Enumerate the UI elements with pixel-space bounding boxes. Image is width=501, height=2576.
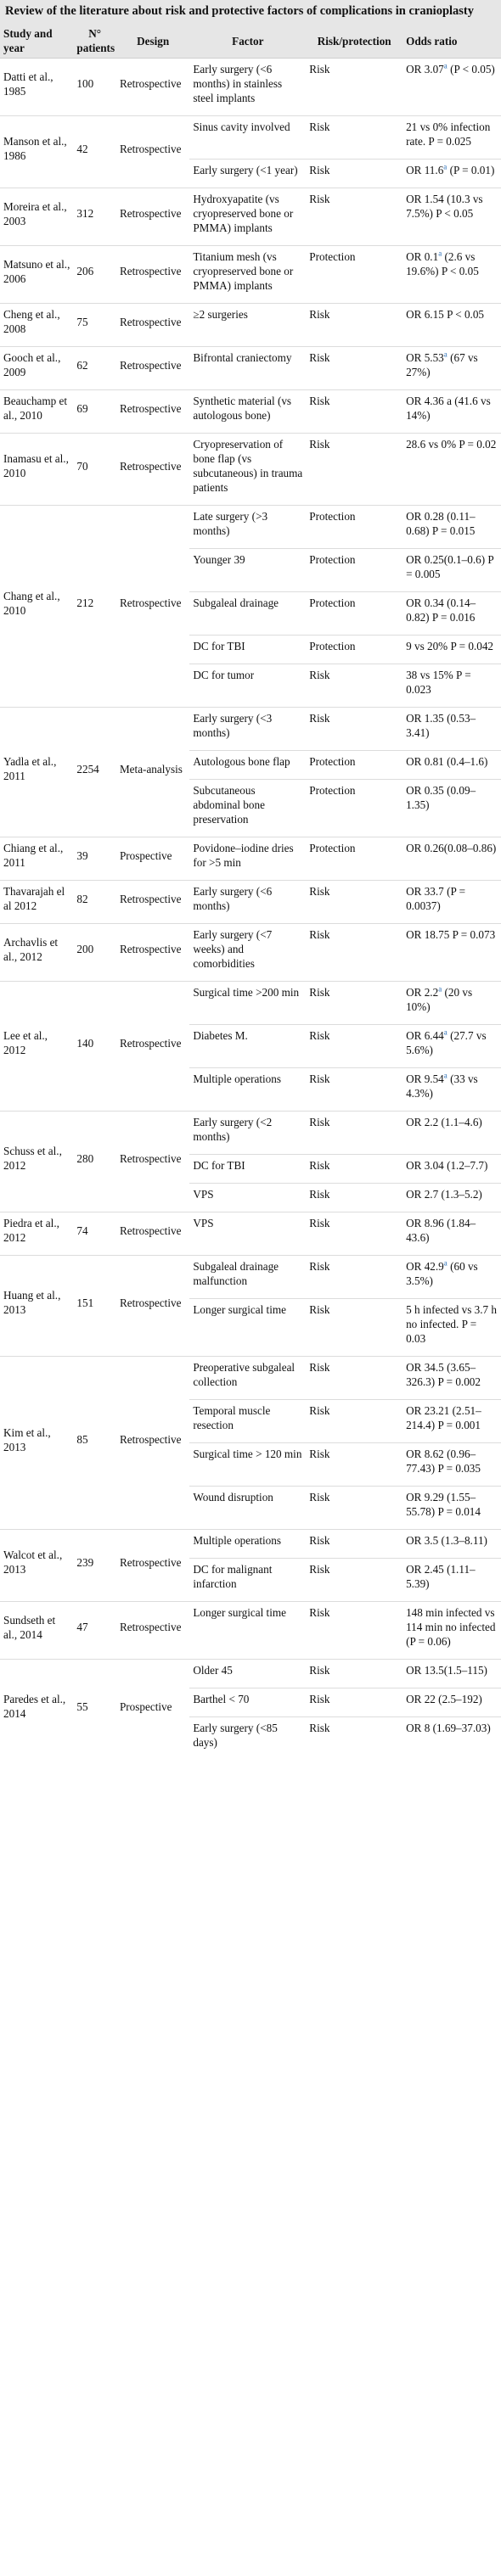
- risk-cell: Protection: [306, 549, 402, 592]
- risk-cell: Risk: [306, 1025, 402, 1068]
- odds-cell: [402, 304, 501, 347]
- factor-cell: DC for tumor: [189, 664, 306, 708]
- odds-detail: (20 vs 10%): [406, 986, 473, 1013]
- factor-cell: Subcutaneous abdominal bone preservation: [189, 780, 306, 837]
- factor-cell: Subgaleal drainage malfunction: [189, 1256, 306, 1299]
- footnote-marker[interactable]: a: [438, 984, 442, 994]
- odds-cell: [402, 881, 501, 924]
- odds-cell: [402, 116, 501, 160]
- study-cell: Chang et al., 2010: [0, 506, 73, 708]
- odds-value: OR 8.96 (1.84–43.6): [406, 1217, 476, 1244]
- table-row: [0, 246, 501, 304]
- odds-cell: [402, 246, 501, 304]
- factor-cell: Bifrontal craniectomy: [189, 347, 306, 390]
- factor-cell: Early surgery (<3 months): [189, 708, 306, 751]
- risk-cell: Protection: [306, 506, 402, 549]
- factor-cell: Late surgery (>3 months): [189, 506, 306, 549]
- risk-cell: Protection: [306, 246, 402, 304]
- patients-cell: 280: [73, 1112, 116, 1212]
- factor-cell: Longer surgical time: [189, 1299, 306, 1357]
- odds-value: OR 11.6: [406, 164, 444, 176]
- odds-value: OR 2.45 (1.11–5.39): [406, 1563, 476, 1590]
- factor-cell: Barthel < 70: [189, 1688, 306, 1717]
- odds-value: OR 23.21 (2.51–214.4) P = 0.001: [406, 1404, 481, 1431]
- factor-cell: Early surgery (<7 weeks) and comorbidities: [189, 924, 306, 982]
- table-row: [0, 1660, 501, 1688]
- risk-cell: Protection: [306, 751, 402, 780]
- design-cell: Retrospective: [116, 982, 189, 1112]
- study-cell: Inamasu et al., 2010: [0, 434, 73, 506]
- risk-cell: Risk: [306, 347, 402, 390]
- footnote-marker[interactable]: a: [443, 1258, 448, 1268]
- patients-cell: 70: [73, 434, 116, 506]
- table-title: Review of the literature about risk and protective factors of complications in cranioplasty: [0, 0, 501, 24]
- odds-cell: [402, 549, 501, 592]
- risk-cell: Risk: [306, 924, 402, 982]
- risk-cell: Risk: [306, 1602, 402, 1660]
- study-cell: Huang et al., 2013: [0, 1256, 73, 1357]
- factor-cell: Preoperative subgaleal collection: [189, 1357, 306, 1400]
- table-row: [0, 881, 501, 924]
- odds-value: 21 vs 0% infection rate. P = 0.025: [406, 120, 491, 148]
- table-row: [0, 982, 501, 1025]
- header-study: Study and year: [0, 24, 73, 59]
- design-cell: Retrospective: [116, 59, 189, 116]
- risk-cell: Protection: [306, 837, 402, 881]
- odds-value: OR 2.2: [406, 986, 439, 999]
- study-cell: Manson et al., 1986: [0, 116, 73, 188]
- risk-cell: Risk: [306, 1688, 402, 1717]
- factor-cell: Sinus cavity involved: [189, 116, 306, 160]
- study-cell: Matsuno et al., 2006: [0, 246, 73, 304]
- odds-cell: [402, 59, 501, 116]
- odds-detail: (67 vs 27%): [406, 351, 478, 378]
- odds-cell: [402, 636, 501, 664]
- factor-cell: Povidone–iodine dries for >5 min: [189, 837, 306, 881]
- table-row: [0, 1256, 501, 1299]
- study-cell: Datti et al., 1985: [0, 59, 73, 116]
- odds-cell: [402, 837, 501, 881]
- study-cell: Archavlis et al., 2012: [0, 924, 73, 982]
- risk-cell: Risk: [306, 1443, 402, 1487]
- patients-cell: 140: [73, 982, 116, 1112]
- odds-value: OR 1.35 (0.53–3.41): [406, 712, 476, 739]
- risk-cell: Risk: [306, 1155, 402, 1184]
- odds-detail: (P = 0.01): [447, 164, 495, 176]
- table-row: [0, 924, 501, 982]
- table-row: [0, 188, 501, 246]
- odds-value: OR 9.29 (1.55–55.78) P = 0.014: [406, 1491, 481, 1518]
- footnote-marker[interactable]: a: [438, 249, 442, 258]
- odds-value: OR 22 (2.5–192): [406, 1693, 482, 1705]
- patients-cell: 312: [73, 188, 116, 246]
- table-row: [0, 506, 501, 549]
- odds-value: OR 6.15 P < 0.05: [406, 308, 485, 321]
- design-cell: Retrospective: [116, 347, 189, 390]
- factor-cell: Longer surgical time: [189, 1602, 306, 1660]
- factor-cell: Early surgery (<6 months): [189, 881, 306, 924]
- review-table: [0, 24, 501, 1760]
- factor-cell: DC for malignant infarction: [189, 1559, 306, 1602]
- design-cell: Retrospective: [116, 246, 189, 304]
- factor-cell: Hydroxyapatite (vs cryopreserved bone or PMMA) implants: [189, 188, 306, 246]
- odds-cell: [402, 160, 501, 188]
- odds-cell: [402, 1400, 501, 1443]
- patients-cell: 62: [73, 347, 116, 390]
- factor-cell: Titanium mesh (vs cryopreserved bone or PMMA) implants: [189, 246, 306, 304]
- odds-cell: [402, 982, 501, 1025]
- patients-cell: 206: [73, 246, 116, 304]
- risk-cell: Risk: [306, 304, 402, 347]
- study-cell: Kim et al., 2013: [0, 1357, 73, 1530]
- risk-cell: Risk: [306, 1660, 402, 1688]
- table-row: [0, 708, 501, 751]
- design-cell: Retrospective: [116, 1212, 189, 1256]
- patients-cell: 100: [73, 59, 116, 116]
- factor-cell: Surgical time >200 min: [189, 982, 306, 1025]
- risk-cell: Protection: [306, 592, 402, 636]
- patients-cell: 85: [73, 1357, 116, 1530]
- header-risk: Risk/protection: [306, 24, 402, 59]
- factor-cell: Synthetic material (vs autologous bone): [189, 390, 306, 434]
- odds-value: OR 8 (1.69–37.03): [406, 1722, 491, 1734]
- odds-value: OR 18.75 P = 0.073: [406, 928, 496, 941]
- study-cell: Chiang et al., 2011: [0, 837, 73, 881]
- odds-value: OR 6.44: [406, 1029, 444, 1042]
- odds-value: 148 min infected vs 114 min no infected (P = 0.06): [406, 1606, 496, 1648]
- risk-cell: Protection: [306, 636, 402, 664]
- factor-cell: Diabetes M.: [189, 1025, 306, 1068]
- odds-cell: [402, 780, 501, 837]
- design-cell: Meta-analysis: [116, 708, 189, 837]
- risk-cell: Risk: [306, 881, 402, 924]
- design-cell: Retrospective: [116, 881, 189, 924]
- odds-cell: [402, 506, 501, 549]
- odds-cell: [402, 1112, 501, 1155]
- table-row: [0, 390, 501, 434]
- risk-cell: Risk: [306, 664, 402, 708]
- study-cell: Piedra et al., 2012: [0, 1212, 73, 1256]
- table-row: [0, 837, 501, 881]
- odds-cell: [402, 188, 501, 246]
- patients-cell: 55: [73, 1660, 116, 1761]
- factor-cell: Early surgery (<2 months): [189, 1112, 306, 1155]
- design-cell: Retrospective: [116, 506, 189, 708]
- design-cell: Retrospective: [116, 116, 189, 188]
- factor-cell: Multiple operations: [189, 1530, 306, 1559]
- factor-cell: Early surgery (<1 year): [189, 160, 306, 188]
- odds-value: OR 13.5(1.5–115): [406, 1664, 487, 1677]
- risk-cell: Risk: [306, 1559, 402, 1602]
- factor-cell: Older 45: [189, 1660, 306, 1688]
- design-cell: Prospective: [116, 1660, 189, 1761]
- odds-value: OR 9.54: [406, 1072, 444, 1085]
- design-cell: Prospective: [116, 837, 189, 881]
- study-cell: Paredes et al., 2014: [0, 1660, 73, 1761]
- odds-detail: (33 vs 4.3%): [406, 1072, 478, 1100]
- factor-cell: Surgical time > 120 min: [189, 1443, 306, 1487]
- odds-cell: [402, 708, 501, 751]
- footnote-marker[interactable]: a: [443, 162, 448, 171]
- factor-cell: Cryopreservation of bone flap (vs subcutaneous) in trauma patients: [189, 434, 306, 506]
- study-cell: Lee et al., 2012: [0, 982, 73, 1112]
- factor-cell: Early surgery (<6 months) in stainless steel implants: [189, 59, 306, 116]
- study-cell: Yadla et al., 2011: [0, 708, 73, 837]
- patients-cell: 82: [73, 881, 116, 924]
- risk-cell: Risk: [306, 1400, 402, 1443]
- footnote-marker[interactable]: a: [443, 350, 448, 359]
- study-cell: Cheng et al., 2008: [0, 304, 73, 347]
- patients-cell: 239: [73, 1530, 116, 1602]
- odds-value: OR 0.26(0.08–0.86): [406, 842, 497, 854]
- odds-cell: [402, 664, 501, 708]
- risk-cell: Risk: [306, 1184, 402, 1212]
- odds-value: OR 34.5 (3.65–326.3) P = 0.002: [406, 1361, 481, 1388]
- footnote-marker[interactable]: a: [443, 61, 448, 70]
- patients-cell: 69: [73, 390, 116, 434]
- design-cell: Retrospective: [116, 1112, 189, 1212]
- factor-cell: DC for TBI: [189, 1155, 306, 1184]
- odds-cell: [402, 1212, 501, 1256]
- patients-cell: 47: [73, 1602, 116, 1660]
- odds-detail: (27.7 vs 5.6%): [406, 1029, 487, 1056]
- design-cell: Retrospective: [116, 304, 189, 347]
- patients-cell: 2254: [73, 708, 116, 837]
- design-cell: Retrospective: [116, 434, 189, 506]
- factor-cell: Multiple operations: [189, 1068, 306, 1112]
- table-row: [0, 59, 501, 116]
- factor-cell: Temporal muscle resection: [189, 1400, 306, 1443]
- odds-value: OR 0.34 (0.14–0.82) P = 0.016: [406, 596, 476, 624]
- table-row: [0, 1212, 501, 1256]
- study-cell: Moreira et al., 2003: [0, 188, 73, 246]
- factor-cell: Autologous bone flap: [189, 751, 306, 780]
- odds-value: OR 1.54 (10.3 vs 7.5%) P < 0.05: [406, 193, 483, 220]
- patients-cell: 42: [73, 116, 116, 188]
- factor-cell: ≥2 surgeries: [189, 304, 306, 347]
- odds-value: OR 8.62 (0.96–77.43) P = 0.035: [406, 1448, 481, 1475]
- design-cell: Retrospective: [116, 1602, 189, 1660]
- odds-cell: [402, 1660, 501, 1688]
- risk-cell: Risk: [306, 1717, 402, 1761]
- risk-cell: Risk: [306, 116, 402, 160]
- table-row: [0, 1530, 501, 1559]
- footnote-marker[interactable]: a: [443, 1071, 448, 1080]
- odds-value: OR 5.53: [406, 351, 444, 364]
- factor-cell: Subgaleal drainage: [189, 592, 306, 636]
- odds-value: 38 vs 15% P = 0.023: [406, 669, 471, 696]
- odds-cell: [402, 751, 501, 780]
- risk-cell: Risk: [306, 188, 402, 246]
- design-cell: Retrospective: [116, 390, 189, 434]
- odds-cell: [402, 390, 501, 434]
- odds-cell: [402, 1155, 501, 1184]
- risk-cell: Risk: [306, 160, 402, 188]
- odds-cell: [402, 1530, 501, 1559]
- odds-detail: (2.6 vs 19.6%) P < 0.05: [406, 250, 479, 277]
- odds-cell: [402, 1602, 501, 1660]
- design-cell: Retrospective: [116, 1357, 189, 1530]
- design-cell: Retrospective: [116, 1530, 189, 1602]
- odds-cell: [402, 924, 501, 982]
- study-cell: Walcot et al., 2013: [0, 1530, 73, 1602]
- factor-cell: Wound disruption: [189, 1487, 306, 1530]
- patients-cell: 212: [73, 506, 116, 708]
- table-row: [0, 1112, 501, 1155]
- odds-cell: [402, 1717, 501, 1761]
- risk-cell: Risk: [306, 708, 402, 751]
- odds-cell: [402, 1299, 501, 1357]
- odds-detail: (P < 0.05): [447, 63, 495, 76]
- risk-cell: Risk: [306, 1068, 402, 1112]
- design-cell: Retrospective: [116, 924, 189, 982]
- factor-cell: DC for TBI: [189, 636, 306, 664]
- design-cell: Retrospective: [116, 188, 189, 246]
- factor-cell: Early surgery (<85 days): [189, 1717, 306, 1761]
- odds-value: 28.6 vs 0% P = 0.02: [406, 438, 497, 451]
- study-cell: Schuss et al., 2012: [0, 1112, 73, 1212]
- patients-cell: 151: [73, 1256, 116, 1357]
- risk-cell: Protection: [306, 780, 402, 837]
- risk-cell: Risk: [306, 1112, 402, 1155]
- factor-cell: VPS: [189, 1212, 306, 1256]
- odds-cell: [402, 1068, 501, 1112]
- table-row: [0, 304, 501, 347]
- factor-cell: VPS: [189, 1184, 306, 1212]
- study-cell: Thavarajah el al 2012: [0, 881, 73, 924]
- odds-value: OR 0.35 (0.09–1.35): [406, 784, 476, 811]
- risk-cell: Risk: [306, 1357, 402, 1400]
- risk-cell: Risk: [306, 1212, 402, 1256]
- odds-value: 9 vs 20% P = 0.042: [406, 640, 494, 652]
- odds-cell: [402, 1443, 501, 1487]
- odds-cell: [402, 347, 501, 390]
- odds-cell: [402, 434, 501, 506]
- factor-cell: Younger 39: [189, 549, 306, 592]
- risk-cell: Risk: [306, 1299, 402, 1357]
- risk-cell: Risk: [306, 59, 402, 116]
- odds-value: OR 4.36 a (41.6 vs 14%): [406, 395, 491, 422]
- study-cell: Sundseth et al., 2014: [0, 1602, 73, 1660]
- odds-cell: [402, 1184, 501, 1212]
- odds-value: OR 0.81 (0.4–1.6): [406, 755, 488, 768]
- header-factor: Factor: [189, 24, 306, 59]
- odds-detail: (60 vs 3.5%): [406, 1260, 478, 1287]
- table-body: [0, 59, 501, 1761]
- header-design: Design: [116, 24, 189, 59]
- risk-cell: Risk: [306, 1530, 402, 1559]
- odds-cell: [402, 1688, 501, 1717]
- risk-cell: Risk: [306, 1256, 402, 1299]
- risk-cell: Risk: [306, 1487, 402, 1530]
- odds-value: 5 h infected vs 3.7 h no infected. P = 0.03: [406, 1303, 498, 1345]
- risk-cell: Risk: [306, 434, 402, 506]
- footnote-marker[interactable]: a: [443, 1028, 448, 1037]
- odds-value: OR 2.7 (1.3–5.2): [406, 1188, 482, 1201]
- odds-value: OR 3.07: [406, 63, 444, 76]
- odds-cell: [402, 1487, 501, 1530]
- odds-value: OR 0.1: [406, 250, 439, 263]
- patients-cell: 75: [73, 304, 116, 347]
- odds-cell: [402, 1025, 501, 1068]
- odds-cell: [402, 592, 501, 636]
- table-row: [0, 116, 501, 160]
- risk-cell: Risk: [306, 390, 402, 434]
- odds-value: OR 33.7 (P = 0.0037): [406, 885, 466, 912]
- table-row: [0, 347, 501, 390]
- risk-cell: Risk: [306, 982, 402, 1025]
- patients-cell: 200: [73, 924, 116, 982]
- odds-cell: [402, 1559, 501, 1602]
- patients-cell: 74: [73, 1212, 116, 1256]
- odds-value: OR 3.5 (1.3–8.11): [406, 1534, 487, 1547]
- study-cell: Beauchamp et al., 2010: [0, 390, 73, 434]
- odds-value: OR 0.25(0.1–0.6) P = 0.005: [406, 553, 494, 580]
- odds-value: OR 3.04 (1.2–7.7): [406, 1159, 488, 1172]
- table-row: [0, 434, 501, 506]
- odds-cell: [402, 1256, 501, 1299]
- header-row: [0, 24, 501, 59]
- design-cell: Retrospective: [116, 1256, 189, 1357]
- odds-cell: [402, 1357, 501, 1400]
- header-patients: N° patients: [73, 24, 116, 59]
- odds-value: OR 2.2 (1.1–4.6): [406, 1116, 482, 1128]
- table-row: [0, 1357, 501, 1400]
- study-cell: Gooch et al., 2009: [0, 347, 73, 390]
- table-row: [0, 1602, 501, 1660]
- patients-cell: 39: [73, 837, 116, 881]
- header-odds: Odds ratio: [402, 24, 501, 59]
- odds-value: OR 42.9: [406, 1260, 444, 1273]
- odds-value: OR 0.28 (0.11–0.68) P = 0.015: [406, 510, 476, 537]
